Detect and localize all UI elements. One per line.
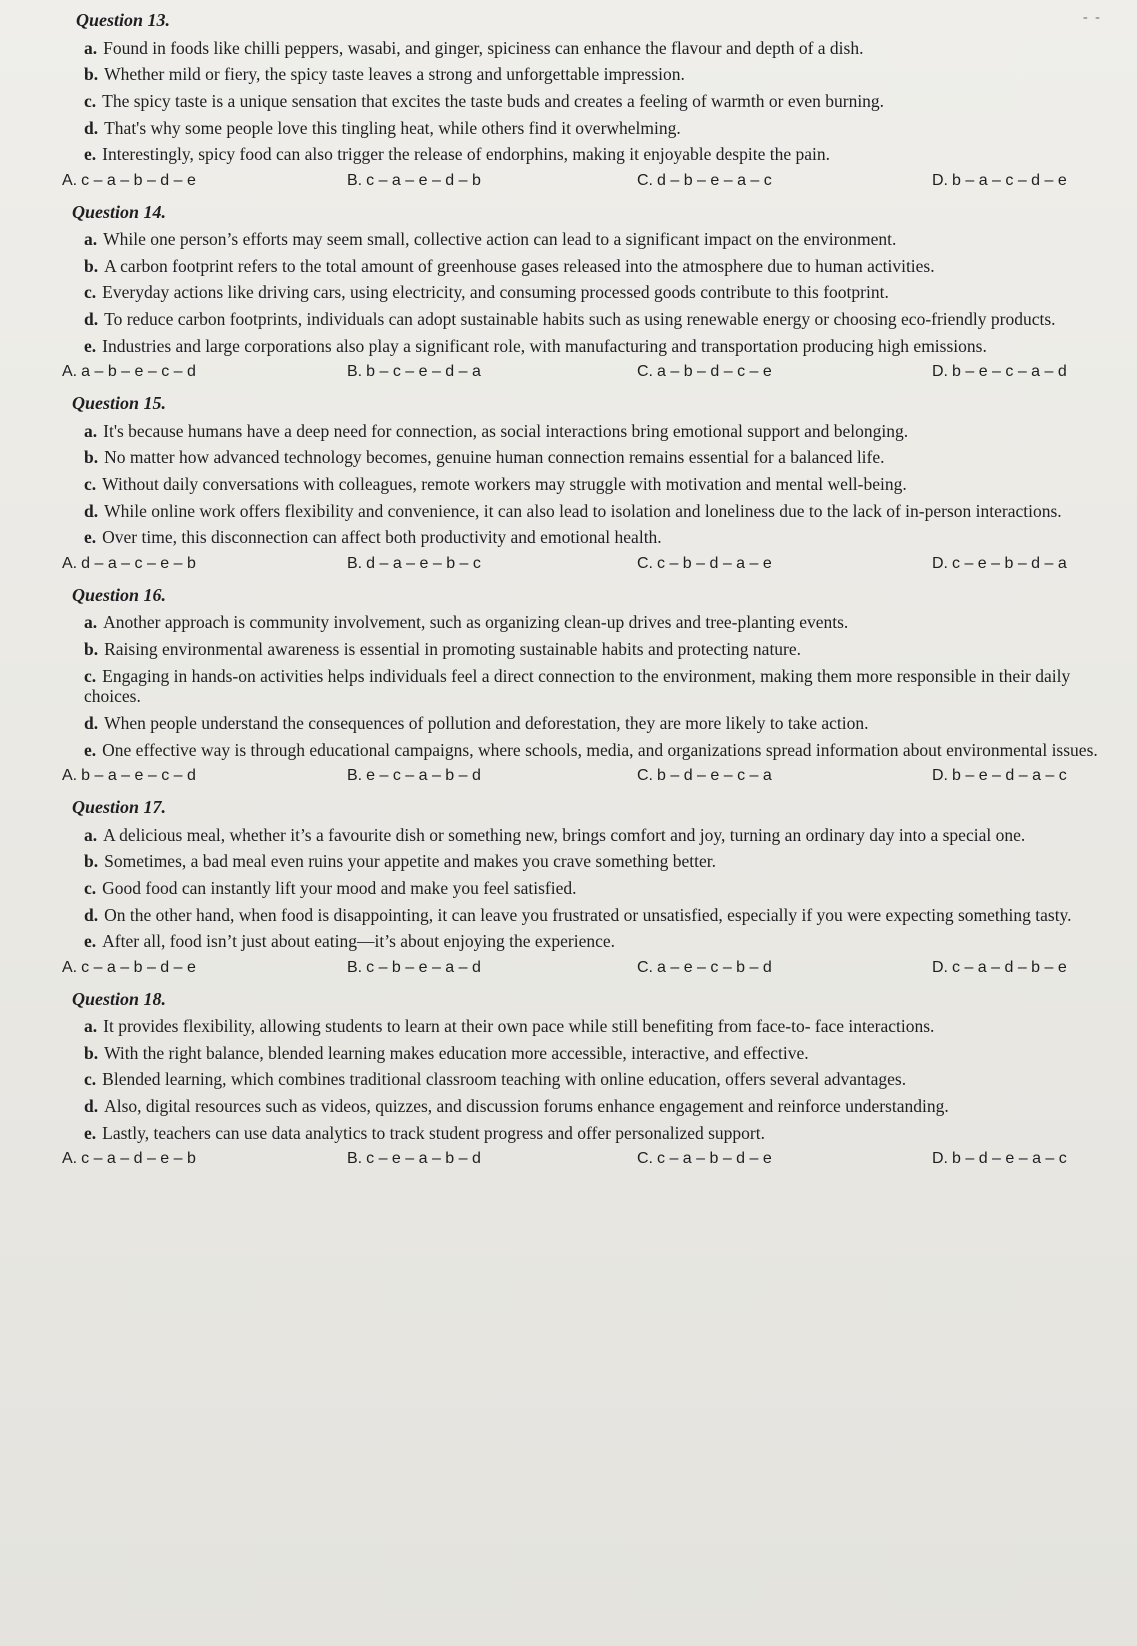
sentence-text: One effective way is through educational campaigns, where schools, media, and organizations spread information about environmental issues.: [102, 739, 1098, 760]
sentence-item: [84, 1016, 1103, 1037]
question-block: [22, 10, 1103, 192]
answer-option[interactable]: [347, 362, 637, 383]
sentence-item: [84, 905, 1103, 926]
answer-option[interactable]: [932, 958, 1103, 979]
option-text: b – e – c – a – d: [952, 363, 1067, 381]
corner-mark: - -: [1083, 10, 1102, 25]
sentence-letter: a.: [84, 420, 98, 441]
option-text: c – a – b – d – e: [81, 171, 196, 189]
option-letter: C.: [637, 171, 653, 189]
option-letter: D.: [932, 767, 948, 785]
option-text: b – c – e – d – a: [366, 363, 481, 381]
sentence-letter: d.: [84, 712, 99, 733]
sentence-item: [84, 878, 1103, 899]
sentence-letter: c.: [84, 665, 97, 686]
sentence-letter: b.: [84, 447, 99, 468]
sentence-item: [84, 639, 1103, 660]
answer-option[interactable]: [932, 362, 1103, 383]
answer-option[interactable]: [637, 766, 932, 787]
sentence-letter: b.: [84, 639, 99, 660]
sentence-text: With the right balance, blended learning makes education more accessible, interactive, and effective.: [104, 1042, 809, 1063]
sentence-item: [84, 1069, 1103, 1090]
sentence-text: Also, digital resources such as videos, quizzes, and discussion forums enhance engagement and reinforce understanding.: [104, 1096, 949, 1117]
question-block: [22, 585, 1103, 787]
option-text: b – e – d – a – c: [952, 767, 1067, 785]
question-title: Question 13.: [76, 10, 171, 30]
sentence-letter: c.: [84, 877, 97, 898]
sentence-text: Found in foods like chilli peppers, wasabi, and ginger, spiciness can enhance the flavour and depth of a dish.: [103, 37, 864, 58]
question-list: [22, 10, 1103, 1170]
answer-option[interactable]: [347, 958, 637, 979]
sentence-letter: e.: [84, 1122, 97, 1143]
sentence-letter: d.: [84, 117, 99, 138]
sentence-item: [84, 64, 1103, 85]
question-block: [22, 989, 1103, 1171]
option-letter: B.: [347, 554, 363, 572]
sentence-item: [84, 118, 1103, 139]
sentence-item: [84, 931, 1103, 952]
sentence-text: Good food can instantly lift your mood and make you feel satisfied.: [102, 877, 577, 898]
sentence-text: Whether mild or fiery, the spicy taste leaves a strong and unforgettable impression.: [104, 64, 685, 85]
option-text: b – d – e – c – a: [657, 767, 772, 785]
sentence-list: [84, 421, 1103, 548]
sentence-item: [84, 336, 1103, 357]
answer-options: [62, 171, 1103, 192]
option-text: e – c – a – b – d: [366, 767, 481, 785]
sentence-letter: c.: [84, 90, 97, 111]
question-title: Question 17.: [72, 797, 167, 818]
option-letter: C.: [637, 1150, 653, 1168]
answer-options: [62, 958, 1103, 979]
answer-option[interactable]: [932, 554, 1103, 575]
sentence-letter: b.: [84, 1042, 99, 1063]
answer-options: [62, 766, 1103, 787]
sentence-text: That's why some people love this tingling heat, while others find it overwhelming.: [104, 117, 681, 138]
question-block: [22, 202, 1103, 384]
option-text: c – a – b – d – e: [657, 1150, 772, 1168]
answer-options: [62, 362, 1103, 383]
sentence-item: [84, 666, 1103, 707]
answer-option[interactable]: [637, 1149, 932, 1170]
sentence-item: [84, 309, 1103, 330]
sentence-item: [84, 91, 1103, 112]
option-text: d – b – e – a – c: [657, 171, 772, 189]
option-letter: A.: [62, 767, 78, 785]
answer-option[interactable]: [637, 171, 932, 192]
sentence-item: [84, 474, 1103, 495]
answer-option[interactable]: [637, 958, 932, 979]
option-letter: B.: [347, 767, 363, 785]
option-letter: A.: [62, 363, 78, 381]
sentence-list: [84, 229, 1103, 356]
sentence-letter: e.: [84, 335, 97, 356]
option-text: c – a – b – d – e: [81, 958, 196, 976]
option-text: c – a – d – e – b: [81, 1150, 196, 1168]
option-text: a – b – d – c – e: [657, 363, 772, 381]
sentence-item: [84, 229, 1103, 250]
option-letter: C.: [637, 767, 653, 785]
sentence-letter: c.: [84, 474, 97, 495]
option-text: b – d – e – a – c: [952, 1150, 1067, 1168]
sentence-item: [84, 1043, 1103, 1064]
answer-option[interactable]: [932, 171, 1103, 192]
sentence-letter: b.: [84, 255, 99, 276]
sentence-text: The spicy taste is a unique sensation that excites the taste buds and creates a feeling of warmth or even burning.: [102, 90, 885, 111]
sentence-letter: a.: [84, 1016, 98, 1037]
sentence-letter: b.: [84, 64, 99, 85]
sentence-letter: e.: [84, 527, 97, 548]
sentence-item: [84, 740, 1103, 761]
question-block: [22, 797, 1103, 979]
sentence-letter: a.: [84, 229, 98, 250]
sentence-item: [84, 1096, 1103, 1117]
sentence-letter: a.: [84, 824, 98, 845]
sentence-item: [84, 612, 1103, 633]
option-text: b – a – c – d – e: [952, 171, 1067, 189]
sentence-text: No matter how advanced technology becomes, genuine human connection remains essential for a balanced life.: [104, 447, 885, 468]
sentence-item: [84, 1123, 1103, 1144]
sentence-item: [84, 282, 1103, 303]
question-title: Question 15.: [72, 393, 167, 414]
sentence-text: To reduce carbon footprints, individuals can adopt sustainable habits such as using renewable energy or choosing eco-friendly products.: [104, 309, 1056, 330]
answer-option[interactable]: [62, 362, 347, 383]
answer-option[interactable]: [637, 554, 932, 575]
option-letter: B.: [347, 958, 363, 976]
answer-option[interactable]: [347, 554, 637, 575]
option-text: b – a – e – c – d: [81, 767, 196, 785]
sentence-text: Over time, this disconnection can affect both productivity and emotional health.: [102, 527, 662, 548]
question-title: Question 14.: [72, 201, 167, 222]
sentence-text: It's because humans have a deep need for connection, as social interactions bring emotional support and belonging.: [103, 420, 909, 441]
answer-option[interactable]: [62, 1149, 347, 1170]
question-title: Question 18.: [72, 988, 167, 1009]
option-text: c – b – e – a – d: [366, 958, 481, 976]
sentence-letter: a.: [84, 612, 98, 633]
option-text: d – a – e – b – c: [366, 554, 481, 572]
sentence-letter: c.: [84, 1069, 97, 1090]
option-letter: D.: [932, 363, 948, 381]
answer-option[interactable]: [347, 171, 637, 192]
sentence-text: Raising environmental awareness is essential in promoting sustainable habits and protecting nature.: [104, 639, 802, 660]
option-letter: C.: [637, 554, 653, 572]
sentence-item: [84, 447, 1103, 468]
sentence-item: [84, 713, 1103, 734]
option-letter: B.: [347, 363, 363, 381]
option-letter: A.: [62, 554, 78, 572]
sentence-text: On the other hand, when food is disappointing, it can leave you frustrated or unsatisfied, especially if you were expecting something tasty.: [104, 904, 1072, 925]
sentence-letter: d.: [84, 904, 99, 925]
answer-option[interactable]: [347, 766, 637, 787]
option-text: c – b – d – a – e: [657, 554, 772, 572]
sentence-list: [84, 825, 1103, 952]
sentence-text: A delicious meal, whether it’s a favourite dish or something new, brings comfort and joy, turning an ordinary day into a special one.: [103, 824, 1026, 845]
option-letter: D.: [932, 171, 948, 189]
option-letter: B.: [347, 171, 363, 189]
sentence-letter: d.: [84, 309, 99, 330]
option-text: c – a – d – b – e: [952, 958, 1067, 976]
sentence-text: Everyday actions like driving cars, using electricity, and consuming processed goods contribute to this footprint.: [102, 282, 889, 303]
sentence-item: [84, 38, 1103, 59]
sentence-text: Industries and large corporations also play a significant role, with manufacturing and transportation producing high emissions.: [102, 335, 987, 356]
answer-option[interactable]: [932, 1149, 1103, 1170]
answer-option[interactable]: [932, 766, 1103, 787]
sentence-text: Engaging in hands-on activities helps individuals feel a direct connection to the environment, making them more responsible in their daily choices.: [84, 665, 1071, 707]
sentence-text: A carbon footprint refers to the total amount of greenhouse gases released into the atmosphere due to human activities.: [104, 255, 935, 276]
option-text: c – e – b – d – a: [952, 554, 1067, 572]
sentence-letter: e.: [84, 931, 97, 952]
sentence-letter: b.: [84, 851, 99, 872]
sentence-list: [84, 612, 1103, 760]
sentence-text: Lastly, teachers can use data analytics to track student progress and offer personalized support.: [102, 1122, 765, 1143]
option-text: c – e – a – b – d: [366, 1150, 481, 1168]
option-letter: B.: [347, 1150, 363, 1168]
answer-option[interactable]: [62, 171, 347, 192]
answer-option[interactable]: [637, 362, 932, 383]
sentence-letter: e.: [84, 144, 97, 165]
sentence-list: [84, 1016, 1103, 1143]
sentence-text: While one person’s efforts may seem small, collective action can lead to a significant impact on the environment.: [103, 229, 897, 250]
option-letter: D.: [932, 554, 948, 572]
sentence-letter: d.: [84, 1096, 99, 1117]
sentence-letter: e.: [84, 739, 97, 760]
sentence-text: Without daily conversations with colleagues, remote workers may struggle with motivation and mental well-being.: [102, 474, 907, 495]
sentence-text: Blended learning, which combines traditional classroom teaching with online education, offers several advantages.: [102, 1069, 907, 1090]
answer-option[interactable]: [62, 766, 347, 787]
sentence-item: [84, 256, 1103, 277]
option-letter: D.: [932, 1150, 948, 1168]
sentence-text: It provides flexibility, allowing students to learn at their own pace while still benefiting from face-to- face interactions.: [103, 1016, 935, 1037]
sentence-item: [84, 501, 1103, 522]
answer-option[interactable]: [347, 1149, 637, 1170]
answer-options: [62, 1149, 1103, 1170]
option-letter: A.: [62, 1150, 78, 1168]
sentence-item: [84, 527, 1103, 548]
question-title: Question 16.: [72, 584, 167, 605]
option-text: a – e – c – b – d: [657, 958, 772, 976]
question-block: [22, 393, 1103, 575]
option-text: c – a – e – d – b: [366, 171, 481, 189]
option-text: d – a – c – e – b: [81, 554, 196, 572]
sentence-text: Sometimes, a bad meal even ruins your appetite and makes you crave something better.: [104, 851, 716, 872]
sentence-item: [84, 825, 1103, 846]
sentence-letter: d.: [84, 500, 99, 521]
sentence-item: [84, 144, 1103, 165]
sentence-text: When people understand the consequences of pollution and deforestation, they are more likely to take action.: [104, 712, 869, 733]
answer-options: [62, 554, 1103, 575]
option-letter: C.: [637, 363, 653, 381]
option-letter: C.: [637, 958, 653, 976]
answer-option[interactable]: [62, 554, 347, 575]
option-letter: A.: [62, 958, 78, 976]
sentence-item: [84, 851, 1103, 872]
sentence-letter: c.: [84, 282, 97, 303]
sentence-text: Another approach is community involvement, such as organizing clean-up drives and tree-planting events.: [103, 612, 849, 633]
sentence-item: [84, 421, 1103, 442]
sentence-letter: a.: [84, 37, 98, 58]
sentence-text: While online work offers flexibility and convenience, it can also lead to isolation and loneliness due to the lack of in-person interactions.: [104, 500, 1062, 521]
option-text: a – b – e – c – d: [81, 363, 196, 381]
sentence-text: After all, food isn’t just about eating—it’s about enjoying the experience.: [102, 931, 616, 952]
option-letter: A.: [62, 171, 78, 189]
option-letter: D.: [932, 958, 948, 976]
sentence-text: Interestingly, spicy food can also trigger the release of endorphins, making it enjoyable despite the pain.: [102, 144, 830, 165]
answer-option[interactable]: [62, 958, 347, 979]
sentence-list: [84, 38, 1103, 165]
